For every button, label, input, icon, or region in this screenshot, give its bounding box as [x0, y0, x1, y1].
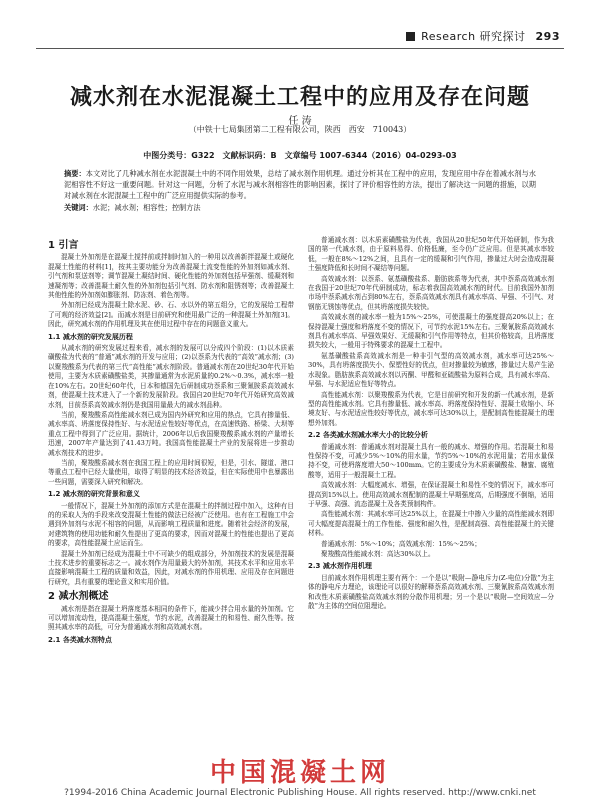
- right-column: [308, 236, 554, 612]
- classification-meta: 中图分类号：G322 文献标识码：B 文章编号 1007-6344（2016）04-0293-03: [143, 151, 457, 160]
- page-number: 293: [535, 29, 560, 43]
- section-heading: 1 引言: [48, 240, 79, 251]
- keywords: [64, 202, 536, 213]
- watermark-logo: 中国混凝土网: [209, 758, 390, 788]
- subsection-heading: 2.1 各类减水剂特点: [48, 635, 112, 644]
- paragraph: 高效减水剂：以萘系、氨基磺酸盐系、脂肪族系等为代表，其中萘系高效减水剂在我国于20世纪70年代研制成功，标志着我国高效减水剂的时代。目前我国外加剂市场中萘系减水剂占到80%左右，萘系高效减水剂具有减水率高、早强、不引气、对钢筋无锈蚀等优点，但其坍落度损失较快。: [308, 274, 554, 311]
- paragraph: 高性能减水剂：以聚羧酸系为代表，它是目前研究和开发的新一代减水剂，是新型的高性能减水剂。它具有掺量低、减水率高、坍落度保持性好、混凝土收缩小、环境友好、与水泥适应性较好等优点，减水率可达30%以上，是配制高性能混凝土的理想外加剂。: [308, 390, 554, 427]
- paragraph: 混凝土外加剂已经成为混凝土中不可缺少的组成部分，外加剂技术的发展是混凝土技术进步的重要标志之一。减水剂作为用量最大的外加剂，其技术水平和应用水平直接影响混凝土工程的质量和效益，因此，对减水剂的作用机理、应用及存在问题进行研究，具有重要的理论意义和实用价值。: [48, 549, 294, 586]
- paragraph: 外加剂已经成为混凝土除水泥、砂、石、水以外的第五组分，它的发展给工程带了可观的经济效益[2]。而减水剂是目前研究和使用最广泛的一种混凝土外加剂[3]。因此，研究减水剂的作用机理及其在使用过程中存在的问题意义重大。: [48, 301, 294, 329]
- abstract-block: [64, 168, 536, 213]
- paragraph: 高效减水剂：大幅度减水、增强，在保证混凝土和易性不变的情况下，减水率可提高到15%以上。使用高效减水剂配制的混凝土早期强度高，后期强度不倒缩，适用于早强、高强、流态混凝土及各类预制构件。: [308, 481, 554, 508]
- journal-section: Research 研究探讨: [421, 30, 526, 43]
- left-column: [48, 236, 294, 647]
- paragraph: 氨基磺酸盐系高效减水剂是一种非引气型的高效减水剂，减水率可达25%～30%，具有坍落度损失小、保塑性好的优点，但对掺量较为敏感，掺量过大易产生泌水现象。脂肪族系高效减水剂以丙酮、甲醛和亚硫酸盐为原料合成，具有减水率高、早强、与水泥适应性好等特点。: [308, 351, 554, 389]
- paragraph: 普通减水剂：5%～10%；高效减水剂：15%～25%；: [321, 539, 481, 548]
- abstract-label: 摘要：: [64, 169, 86, 178]
- subsection-heading: 1.2 减水剂的研究背景和意义: [48, 490, 140, 499]
- paragraph: 一般情况下，混凝土外加剂的添加方式是在混凝土的拌制过程中加入，这种有目的的采取人为的手段来改变混凝土性能的做法已经被广泛使用。也有在工程施工中会遇到外加剂与水泥不相容的问题，从而影响工程质量和进度。随着社会经济的发展，对建筑物的使用功能和耐久性提出了更高的要求，因而对混凝土的性能也提出了更高的要求，高性能混凝土应运而生。: [48, 501, 294, 548]
- copyright-line: ?1994-2016 China Academic Journal Electronic Publishing House. All rights reserved. http://www.cnki.net: [64, 788, 536, 798]
- paragraph: 当前，聚羧酸系高性能减水剂已成为国内外研究和应用的热点，它具有掺量低、减水率高、坍落度保持性好、与水泥适应性较好等优点，在高速铁路、桥梁、大坝等重点工程中得到了广泛应用。据统计，2006年以后我国聚羧酸系减水剂的产量增长迅速，2007年产量达到了41.43万吨。我国高性能混凝土产业的发展将进一步推动减水剂技术的进步。: [48, 410, 294, 457]
- abstract: [64, 168, 536, 201]
- paragraph: 聚羧酸高性能减水剂：高达30%以上。: [321, 550, 435, 558]
- subsection-heading: 2.2 各类减水剂减水率大小的比较分析: [308, 431, 428, 440]
- paragraph: 高性能减水剂：其减水率可达25%以上，在混凝土中掺入少量的高性能减水剂即可大幅度提高混凝土的工作性能、强度和耐久性，是配制高强、高性能混凝土的关键材料。: [308, 510, 554, 538]
- subsection-heading: 1.1 减水剂的研究发展历程: [48, 332, 133, 341]
- affiliation: （中铁十七局集团第二工程有限公司，陕西 西安 710043）: [188, 125, 412, 134]
- paragraph: 高效减水剂的减水率一般为15%～25%，可使混凝土的强度提高20%以上；在保持混凝土强度和坍落度不变的情况下，可节约水泥15%左右。三聚氰胺系高效减水剂具有减水率高、早强效果好、无缓凝和引气作用等特点，但其价格较高，且坍落度损失较大，一般用于特殊要求的混凝土工程中。: [308, 313, 554, 350]
- paragraph: 减水剂是指在混凝土坍落度基本相同的条件下，能减少拌合用水量的外加剂。它可以增加流动性，提高混凝土强度，节约水泥，改善混凝土的和易性、耐久性等。按照其减水率的高低，可分为普通减水剂和高效减水剂。: [48, 604, 294, 632]
- keywords-text: 水泥；减水剂；相容性；控制方法: [92, 203, 201, 212]
- keywords-label: 关键词：: [64, 203, 93, 212]
- abstract-text: 本文对比了几种减水剂在水泥混凝土中的不同作用效果，总结了减水剂作用机理。通过分析其在工程中的应用，发现应用中存在着减水剂与水泥相容性不好这一重要问题。针对这一问题，分析了水泥与减水剂相容性的影响因素，探讨了评价相容性的方法，提出了解决这一问题的措施，以期对减水剂在水泥混凝土工程中的广泛应用提供实际的参考。: [64, 169, 536, 200]
- paragraph: 从减水剂的研究发展过程来看，减水剂的发展可以分成四个阶段：(1)以木质素磺酸盐为代表的“普通”减水剂的开发与应用；(2)以萘系为代表的“高效”减水剂；(3)以聚羧酸系为代表的第三代“高性能”减水剂阶段。普通减水剂在20世纪30年代开始使用，主要为木质素磺酸盐类，其掺量通常为水泥质量的0.2%～0.3%，减水率一般在10%左右。20世纪60年代，日本和德国先后研制成功萘系和三聚氰胺系高效减水剂，使混凝土技术进入了一个新的发展阶段。我国自20世纪70年代开始研究高效减水剂，目前萘系高效减水剂仍是我国用量最大的减水剂品种。: [48, 344, 294, 409]
- paragraph: 普通减水剂：普通减水剂对混凝土具有一般的减水、增强的作用。若混凝土和易性保持不变，可减少5%～10%的用水量，节约5%～10%的水泥用量；若用水量保持不变，可使坍落度增大50～100mm。它的主要成分为木质素磺酸盐、糖蜜、腐殖酸等，适用于一般混凝土工程。: [308, 442, 554, 479]
- paragraph: 当前，聚羧酸系减水剂在我国工程上的应用时间很短，但是，引水、隧道、港口等重点工程中已经大量使用，取得了明显的技术经济效益，但在实际使用中也暴露出一些问题，需要深入研究和解决。: [48, 458, 294, 486]
- paragraph: 普通减水剂：以木质素磺酸盐为代表，我国从20世纪50年代开始研制，作为我国的第一代减水剂，由于原料易得、价格低廉，至今仍广泛应用。但是其减水率较低，一般在8%～12%之间，且具有一定的缓凝和引气作用，掺量过大时会造成混凝土强度降低和长时间不凝结等问题。: [308, 236, 554, 273]
- paper-title: 减水剂在水泥混凝土工程中的应用及存在问题: [69, 85, 530, 110]
- paragraph: 混凝土外加剂是在混凝土搅拌前或拌制时加入的一种用以改善新拌混凝土或硬化混凝土性能的材料[1]，按其主要功能分为改善混凝土流变性能的外加剂如减水剂、引气剂和泵送剂等；调节混凝土凝结时间、硬化性能的外加剂包括早强剂、缓凝剂和速凝剂等；改善混凝土耐久性的外加剂包括引气剂、防水剂和阻锈剂等；改善混凝土其他性能的外加剂如膨胀剂、防冻剂、着色剂等。: [48, 253, 294, 300]
- section-heading: 2 减水剂概述: [48, 591, 109, 603]
- subsection-heading: 2.3 减水剂作用机理: [308, 562, 372, 571]
- paragraph: 目前减水剂作用机理主要有两个：一个是以“吸附—静电斥力(Z-电位)分散”为主体的静电斥力理论，该理论可以很好的解释萘系高效减水剂、三聚氰胺系高效减水剂和改性木质素磺酸盐高效减水剂的分散作用机理；另一个是以“吸附—空间效应—分散”为主体的空间位阻理论。: [308, 573, 554, 611]
- header-rule: [36, 48, 564, 49]
- square-bullet-icon: [406, 32, 415, 41]
- running-header: [360, 26, 560, 46]
- author: 任 涛: [288, 116, 312, 127]
